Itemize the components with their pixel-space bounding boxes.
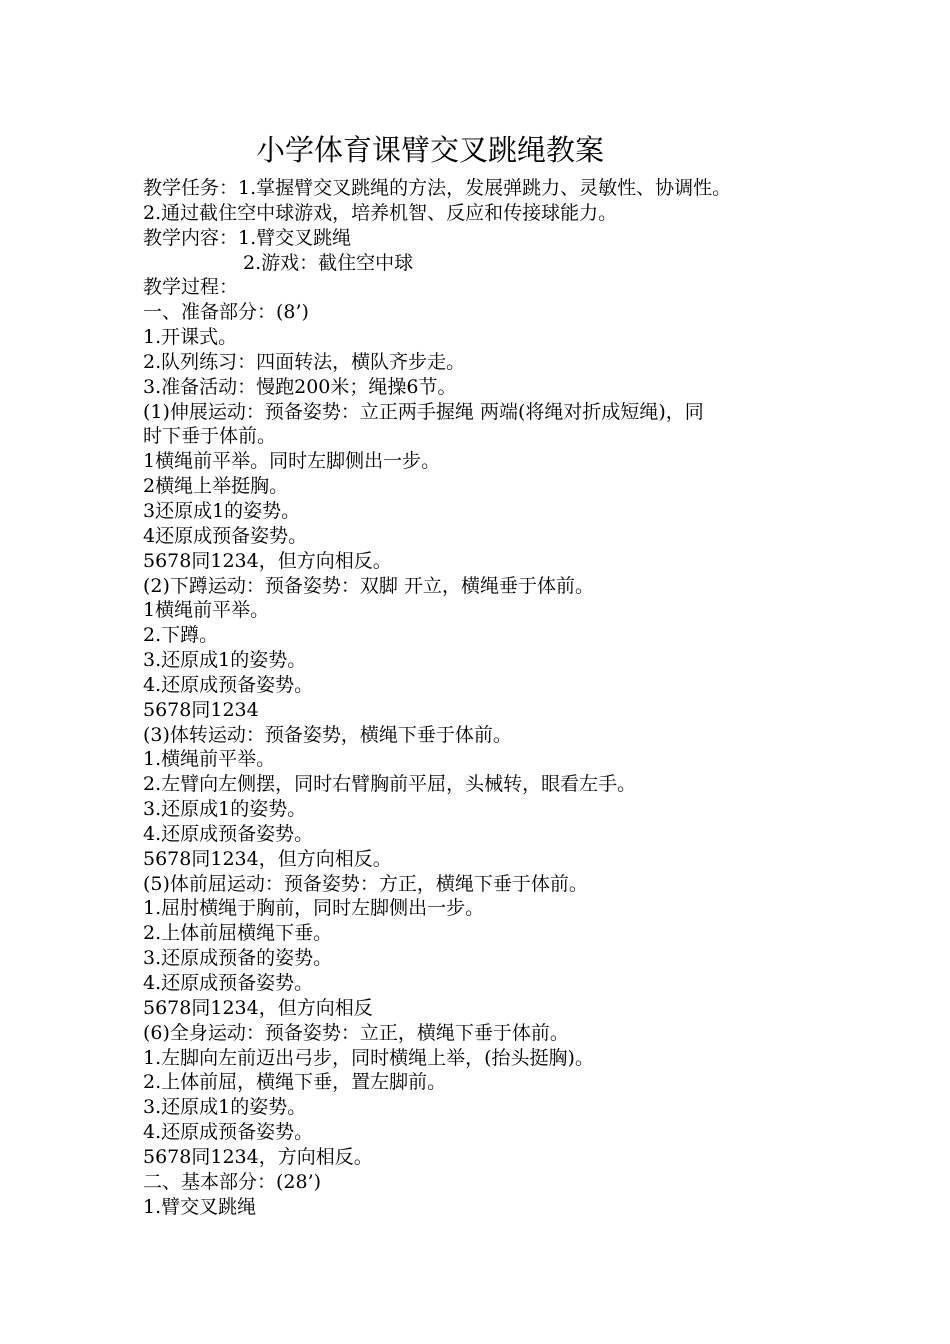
text-line: 1横绳前平举。同时左脚侧出一步。: [143, 450, 441, 473]
text-line: 2.队列练习：四面转法，横队齐步走。: [143, 350, 466, 373]
text-line: 5678同1234，但方向相反: [143, 996, 373, 1019]
text-line: 2横绳上举挺胸。: [143, 475, 289, 498]
text-line: 4.还原成预备姿势。: [143, 822, 314, 845]
text-line: 3还原成1的姿势。: [143, 499, 301, 522]
text-line: 2.通过截住空中球游戏，培养机智、反应和传接球能力。: [143, 201, 618, 224]
text-line: 2.游戏：截住空中球: [243, 251, 414, 274]
text-line: 2.上体前屈，横绳下垂，置左脚前。: [143, 1071, 447, 1094]
text-line: 3.还原成1的姿势。: [143, 798, 307, 821]
text-line: (1)伸展运动：预备姿势：立正两手握绳 两端(将绳对折成短绳)，同: [143, 400, 704, 423]
text-line: 教学过程：: [143, 276, 239, 299]
text-line: 3.还原成1的姿势。: [143, 1096, 307, 1119]
text-line: 3.还原成1的姿势。: [143, 649, 307, 672]
text-line: (3)体转运动：预备姿势，横绳下垂于体前。: [143, 723, 512, 746]
text-line: 3.准备活动：慢跑200米；绳操6节。: [143, 375, 457, 398]
text-line: 1横绳前平举。: [143, 599, 270, 622]
text-line: 1.臂交叉跳绳: [143, 1195, 257, 1218]
text-line: 1.横绳前平举。: [143, 748, 276, 771]
text-line: 4还原成预备姿势。: [143, 524, 308, 547]
text-line: 2.下蹲。: [143, 624, 219, 647]
text-line: 5678同1234，方向相反。: [143, 1145, 373, 1168]
text-line: (2)下蹲运动：预备姿势：双脚 开立，横绳垂于体前。: [143, 574, 594, 597]
document-body: [143, 176, 843, 1219]
text-line: 2.上体前屈横绳下垂。: [143, 922, 333, 945]
text-line: 3.还原成预备的姿势。: [143, 947, 333, 970]
text-line: 时下垂于体前。: [143, 425, 277, 448]
text-line: 4.还原成预备姿势。: [143, 972, 314, 994]
text-line: 1.开课式。: [143, 326, 238, 349]
text-line: 1.左脚向左前迈出弓步，同时横绳上举，(抬头挺胸)。: [143, 1046, 594, 1069]
text-line: 4.还原成预备姿势。: [143, 1121, 314, 1144]
text-line: 5678同1234，但方向相反。: [143, 549, 392, 572]
section-heading: 二、基本部分：(28’): [143, 1170, 322, 1193]
text-line: 5678同1234: [143, 698, 259, 721]
text-line: 2.左臂向左侧摆，同时右臂胸前平屈，头械转，眼看左手。: [143, 773, 637, 796]
section-heading: 一、准备部分：(8’): [143, 301, 309, 324]
text-line: 教学任务：1.掌握臂交叉跳绳的方法，发展弹跳力、灵敏性、协调性。: [143, 177, 732, 199]
text-line: 5678同1234，但方向相反。: [143, 847, 392, 870]
text-line: 4.还原成预备姿势。: [143, 673, 314, 696]
text-line: 教学内容：1.臂交叉跳绳: [143, 226, 352, 249]
text-line: (6)全身运动：预备姿势：立正，横绳下垂于体前。: [143, 1021, 569, 1044]
text-line: (5)体前屈运动：预备姿势：方正，横绳下垂于体前。: [143, 872, 588, 895]
document-title: 小学体育课臂交叉跳绳教案: [255, 133, 604, 167]
text-line: 1.屈肘横绳于胸前，同时左脚侧出一步。: [143, 897, 485, 920]
